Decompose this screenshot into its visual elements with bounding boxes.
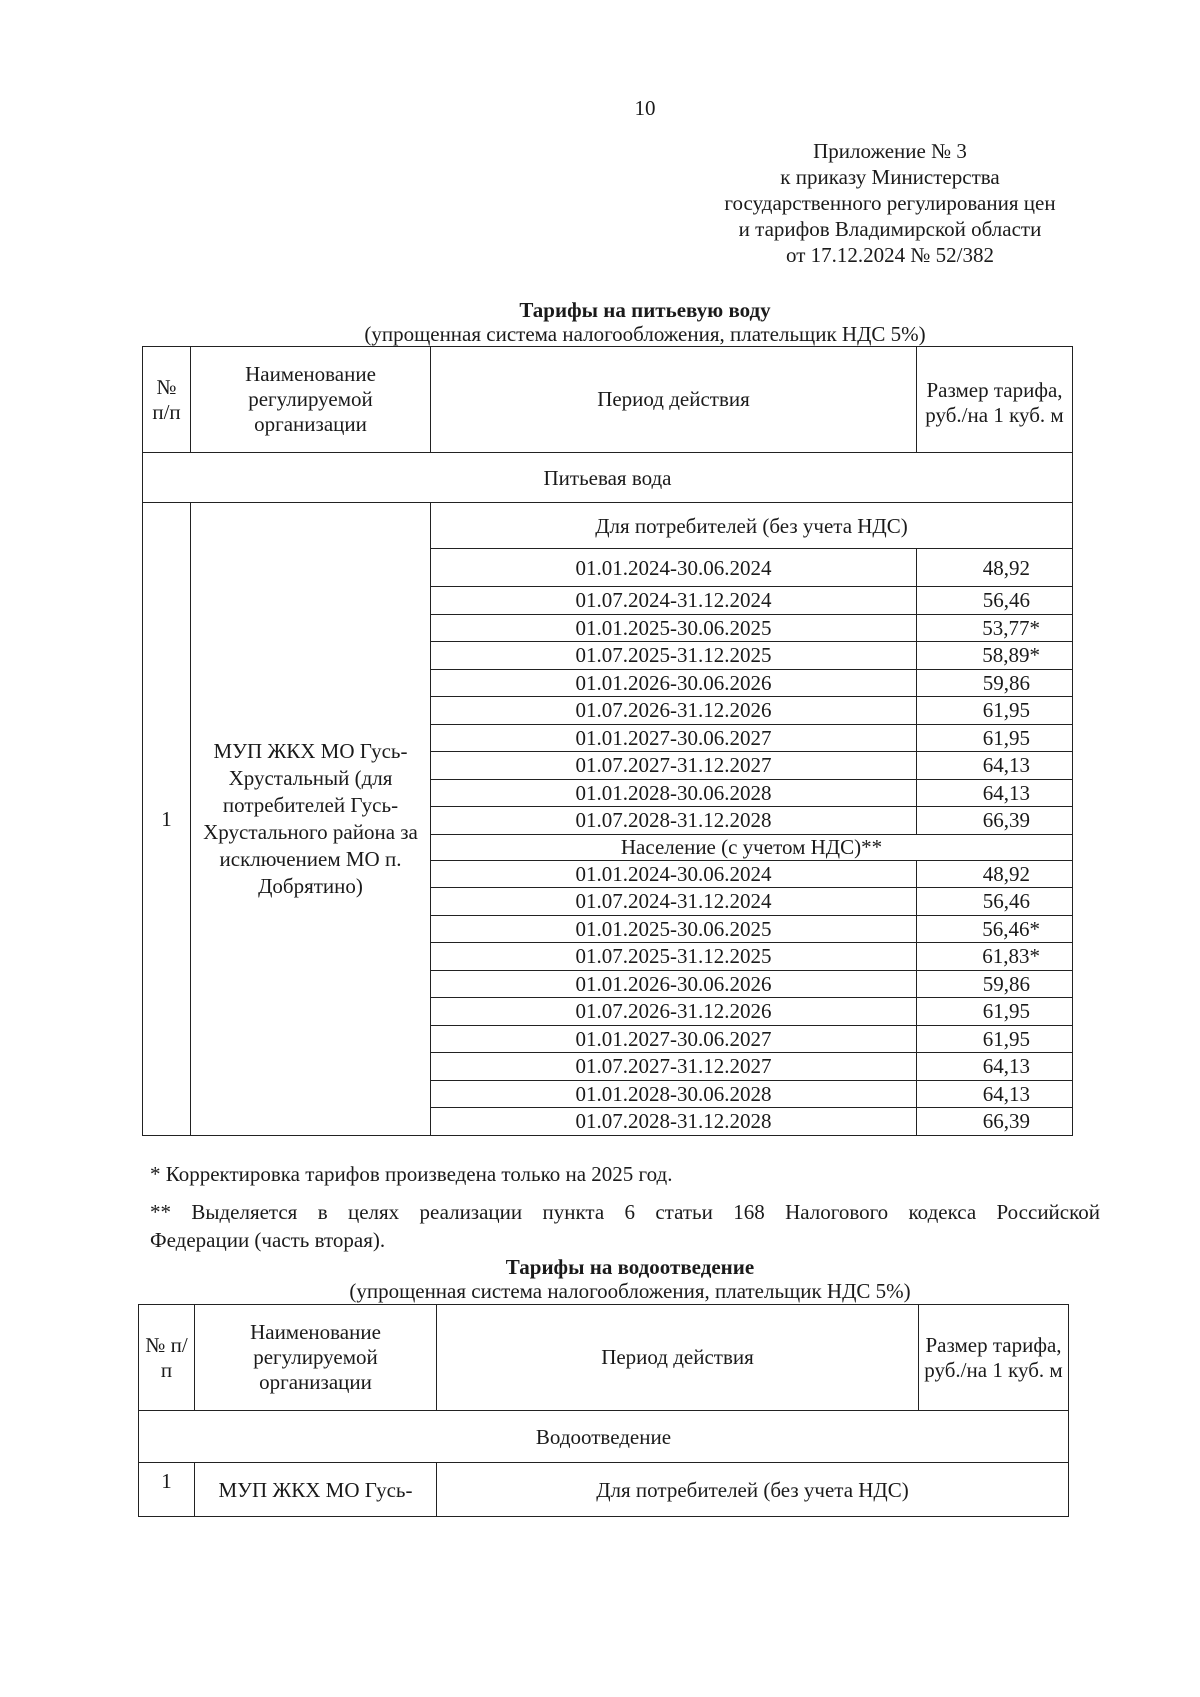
tariff-period: 01.07.2026-31.12.2026 xyxy=(431,697,917,725)
header-org: Наименование регулируемой организации xyxy=(191,347,431,453)
tariff-period: 01.01.2024-30.06.2024 xyxy=(431,860,917,888)
table2-title: Тарифы на водоотведение xyxy=(505,1255,755,1279)
row-number: 1 xyxy=(143,503,191,1136)
tariff-value: 66,39 xyxy=(917,1108,1073,1136)
tariff-value: 48,92 xyxy=(917,549,1073,587)
tariff-value: 61,83* xyxy=(917,943,1073,971)
group-label-consumers: Для потребителей (без учета НДС) xyxy=(437,1463,1069,1517)
tariff-value: 59,86 xyxy=(917,669,1073,697)
tariff-period: 01.07.2027-31.12.2027 xyxy=(431,1053,917,1081)
tariff-value: 59,86 xyxy=(917,970,1073,998)
tariff-period: 01.07.2025-31.12.2025 xyxy=(431,943,917,971)
drinking-water-tariff-table xyxy=(142,346,1073,1136)
header-period: Период действия xyxy=(437,1305,919,1411)
table1-subtitle: (упрощенная система налогообложения, плательщик НДС 5%) xyxy=(364,322,926,346)
appendix-line: от 17.12.2024 № 52/382 xyxy=(785,243,995,267)
group-label-consumers: Для потребителей (без учета НДС) xyxy=(431,503,1073,549)
tariff-period: 01.07.2025-31.12.2025 xyxy=(431,642,917,670)
tariff-value: 61,95 xyxy=(917,998,1073,1026)
tariff-period: 01.01.2025-30.06.2025 xyxy=(431,614,917,642)
footnote-1: * Корректировка тарифов произведена только на 2025 год. xyxy=(150,1162,673,1186)
tariff-period: 01.01.2026-30.06.2026 xyxy=(431,970,917,998)
tariff-value: 64,13 xyxy=(917,1053,1073,1081)
appendix-line: государственного регулирования цен xyxy=(724,191,1056,215)
appendix-header xyxy=(690,138,1090,268)
header-tariff: Размер тарифа, руб./на 1 куб. м xyxy=(919,1305,1069,1411)
tariff-value: 56,46 xyxy=(917,587,1073,615)
organization-name: МУП ЖКХ МО Гусь-Хрустальный (для потребителей Гусь-Хрустального района за исключением МО п. Добрятино) xyxy=(191,503,431,1136)
row-number: 1 xyxy=(139,1463,195,1517)
tariff-period: 01.01.2024-30.06.2024 xyxy=(431,549,917,587)
organization-name: МУП ЖКХ МО Гусь- xyxy=(195,1463,437,1517)
group-label-population: Население (с учетом НДС)** xyxy=(431,834,1073,860)
wastewater-tariff-table xyxy=(138,1304,1069,1517)
header-tariff: Размер тарифа, руб./на 1 куб. м xyxy=(917,347,1073,453)
header-num: № п/п xyxy=(139,1305,195,1411)
header-num: № п/п xyxy=(143,347,191,453)
tariff-period: 01.01.2026-30.06.2026 xyxy=(431,669,917,697)
section-wastewater: Водоотведение xyxy=(139,1411,1069,1463)
tariff-period: 01.07.2027-31.12.2027 xyxy=(431,752,917,780)
tariff-value: 56,46 xyxy=(917,888,1073,916)
table1-heading xyxy=(0,298,1200,346)
tariff-period: 01.01.2025-30.06.2025 xyxy=(431,915,917,943)
tariff-value: 61,95 xyxy=(917,724,1073,752)
section-drinking-water: Питьевая вода xyxy=(143,453,1073,503)
tariff-value: 53,77* xyxy=(917,614,1073,642)
tariff-value: 61,95 xyxy=(917,1025,1073,1053)
page-number: 10 xyxy=(634,96,656,120)
tariff-value: 64,13 xyxy=(917,1080,1073,1108)
table1-title: Тарифы на питьевую воду xyxy=(519,298,771,322)
tariff-value: 56,46* xyxy=(917,915,1073,943)
footnote-2-line2: Федерации (часть вторая). xyxy=(150,1228,386,1252)
tariff-period: 01.07.2024-31.12.2024 xyxy=(431,587,917,615)
tariff-period: 01.07.2024-31.12.2024 xyxy=(431,888,917,916)
tariff-period: 01.01.2028-30.06.2028 xyxy=(431,779,917,807)
header-period: Период действия xyxy=(431,347,917,453)
tariff-value: 66,39 xyxy=(917,807,1073,835)
tariff-value: 61,95 xyxy=(917,697,1073,725)
tariff-period: 01.01.2028-30.06.2028 xyxy=(431,1080,917,1108)
table2-heading xyxy=(0,1255,1200,1303)
header-org: Наименование регулируемой организации xyxy=(195,1305,437,1411)
tariff-period: 01.01.2027-30.06.2027 xyxy=(431,1025,917,1053)
appendix-line: к приказу Министерства xyxy=(780,165,1000,189)
tariff-value: 58,89* xyxy=(917,642,1073,670)
tariff-value: 64,13 xyxy=(917,752,1073,780)
tariff-period: 01.01.2027-30.06.2027 xyxy=(431,724,917,752)
tariff-value: 48,92 xyxy=(917,860,1073,888)
footnote-2-line1: ** Выделяется в целях реализации пункта 6 статьи 168 Налогового кодекса Российской xyxy=(150,1200,1100,1224)
tariff-period: 01.07.2028-31.12.2028 xyxy=(431,807,917,835)
table2-subtitle: (упрощенная система налогообложения, плательщик НДС 5%) xyxy=(349,1279,911,1303)
appendix-line: и тарифов Владимирской области xyxy=(738,217,1042,241)
tariff-value: 64,13 xyxy=(917,779,1073,807)
appendix-line: Приложение № 3 xyxy=(813,139,967,163)
tariff-period: 01.07.2028-31.12.2028 xyxy=(431,1108,917,1136)
tariff-period: 01.07.2026-31.12.2026 xyxy=(431,998,917,1026)
